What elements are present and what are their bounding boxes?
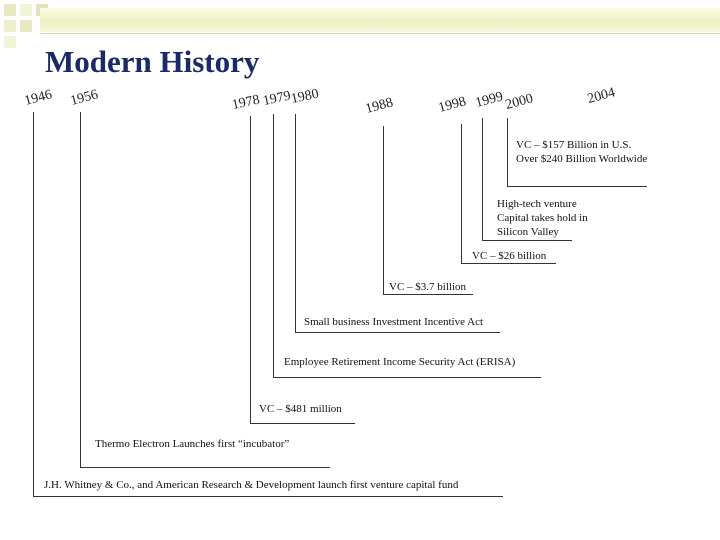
event-vc-157-billion <box>516 138 647 166</box>
event-line: VC – $157 Billion in U.S. <box>516 139 632 151</box>
connector-1988 <box>383 126 384 294</box>
event-vc-3-7-billion <box>389 280 466 294</box>
year-label-1946: 1946 <box>22 87 54 110</box>
connector-1999-h <box>482 240 572 241</box>
year-label-1978: 1978 <box>230 92 262 114</box>
connector-1978-h <box>250 423 355 424</box>
event-line: High-tech venture <box>497 198 577 210</box>
connector-1980-h <box>295 332 500 333</box>
event-jh-whitney <box>44 478 458 492</box>
event-line: J.H. Whitney & Co., and American Research & Development launch first venture capital fund <box>44 479 459 491</box>
connector-1956-h <box>80 467 330 468</box>
connector-1979-h <box>273 377 541 378</box>
event-line: Thermo Electron Launches first “incubator” <box>95 438 290 450</box>
year-label-1980: 1980 <box>289 86 321 108</box>
event-vc-26-billion <box>472 249 546 263</box>
event-line: Small business Investment Incentive Act <box>304 316 484 328</box>
event-thermo-electron <box>95 437 289 451</box>
year-label-1998: 1998 <box>436 94 468 117</box>
event-line: VC – $481 million <box>259 403 342 415</box>
year-label-2000: 2000 <box>503 91 535 114</box>
connector-2000-h <box>507 186 647 187</box>
year-label-1988: 1988 <box>363 95 395 118</box>
event-erisa <box>284 355 515 369</box>
connector-1998 <box>461 124 462 263</box>
page-title: Modern History <box>45 44 260 79</box>
connector-1978 <box>250 116 251 423</box>
event-line: VC – $26 billion <box>472 250 547 262</box>
connector-1999 <box>482 118 483 240</box>
year-label-2004: 2004 <box>585 85 617 108</box>
event-vc-481-million <box>259 402 342 416</box>
connector-1946-h <box>33 496 503 497</box>
connector-1946 <box>33 112 34 496</box>
header-rule <box>40 33 720 34</box>
year-label-1999: 1999 <box>473 89 505 112</box>
event-sbiia <box>304 315 483 329</box>
event-line: VC – $3.7 billion <box>389 281 467 293</box>
event-line: Silicon Valley <box>497 226 559 238</box>
event-line: Employee Retirement Income Security Act (ERISA) <box>284 356 516 368</box>
connector-1998-h <box>461 263 556 264</box>
event-silicon-valley <box>497 197 588 239</box>
event-line: Over $240 Billion Worldwide <box>516 153 648 165</box>
year-label-1956: 1956 <box>68 87 100 110</box>
connector-1956 <box>80 112 81 467</box>
year-label-1979: 1979 <box>261 88 293 110</box>
connector-2000 <box>507 118 508 186</box>
connector-1980 <box>295 114 296 332</box>
event-line: Capital takes hold in <box>497 212 588 224</box>
connector-1988-h <box>383 294 473 295</box>
header-band <box>40 8 720 32</box>
connector-1979 <box>273 114 274 377</box>
